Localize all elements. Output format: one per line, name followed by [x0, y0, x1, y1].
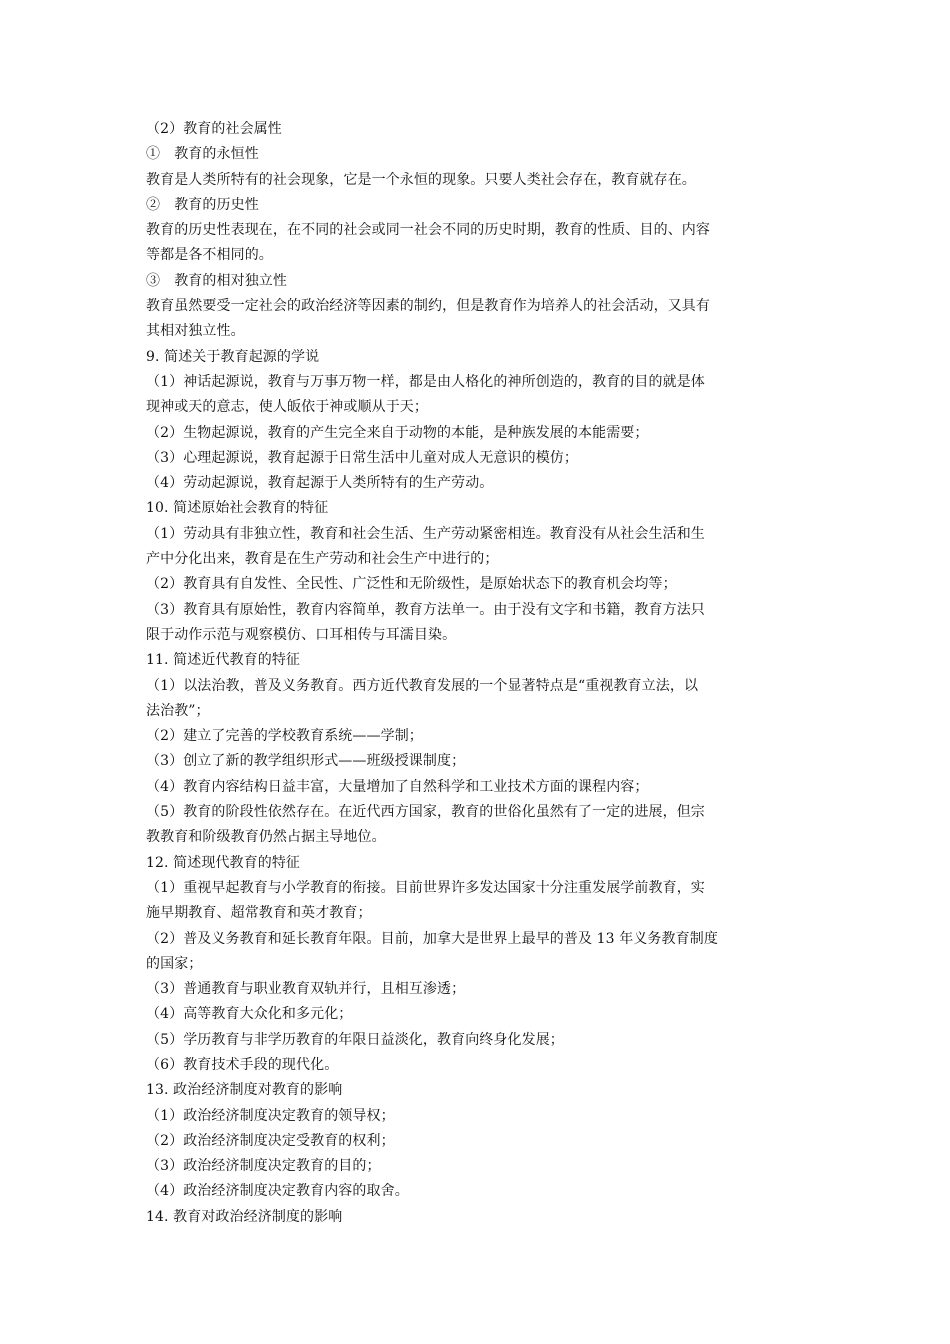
text-line: （1）以法治教，普及义务教育。西方近代教育发展的一个显著特点是“重视教育立法，以 — [146, 677, 699, 694]
text-line: （2）生物起源说，教育的产生完全来自于动物的本能，是种族发展的本能需要； — [146, 424, 649, 441]
text-line: （3）教育具有原始性，教育内容简单，教育方法单一。由于没有文字和书籍，教育方法只 — [146, 601, 705, 618]
text-line: （3）普通教育与职业教育双轨并行，且相互渗透； — [146, 981, 466, 998]
text-line: 11. 简述近代教育的特征 — [146, 652, 301, 669]
text-line: （2）教育具有自发性、全民性、广泛性和无阶级性，是原始状态下的教育机会均等； — [146, 576, 677, 593]
text-line: （1）神话起源说，教育与万事万物一样，都是由人格化的神所创造的，教育的目的就是体 — [146, 373, 705, 390]
text-line: 14. 教育对政治经济制度的影响 — [146, 1208, 343, 1225]
text-line: 教育是人类所特有的社会现象，它是一个永恒的现象。只要人类社会存在，教育就存在。 — [146, 171, 696, 188]
text-line: （3）政治经济制度决定教育的目的； — [146, 1158, 381, 1175]
text-line: 教育虽然要受一定社会的政治经济等因素的制约，但是教育作为培养人的社会活动，又具有 — [146, 298, 710, 315]
text-line: 施早期教育、超常教育和英才教育； — [146, 905, 372, 922]
text-line: （4）高等教育大众化和多元化； — [146, 1006, 353, 1023]
text-line: ① 教育的永恒性 — [146, 146, 259, 163]
text-line: （2）教育的社会属性 — [146, 121, 282, 137]
text-line: 其相对独立性。 — [146, 323, 245, 340]
text-line: 10. 简述原始社会教育的特征 — [146, 500, 329, 517]
text-line: （5）教育的阶段性依然存在。在近代西方国家，教育的世俗化虽然有了一定的进展，但宗 — [146, 804, 705, 821]
text-line: （2）政治经济制度决定受教育的权利； — [146, 1132, 395, 1149]
text-line: （5）学历教育与非学历教育的年限日益淡化，教育向终身化发展； — [146, 1031, 564, 1048]
text-line: （4）政治经济制度决定教育内容的取舍。 — [146, 1183, 409, 1200]
text-line: 9. 简述关于教育起源的学说 — [146, 348, 320, 365]
text-line: 13. 政治经济制度对教育的影响 — [146, 1082, 343, 1099]
document-page — [146, 117, 826, 1230]
text-line: （4）教育内容结构日益丰富，大量增加了自然科学和工业技术方面的课程内容； — [146, 778, 649, 795]
text-line: 现神或天的意志，使人皈依于神或顺从于天； — [146, 399, 428, 416]
text-line: （1）重视早起教育与小学教育的衔接。目前世界许多发达国家十分注重发展学前教育，实 — [146, 879, 705, 896]
text-line: （6）教育技术手段的现代化。 — [146, 1056, 339, 1073]
text-line: （3）心理起源说，教育起源于日常生活中儿童对成人无意识的模仿； — [146, 449, 579, 466]
text-line: （1）劳动具有非独立性，教育和社会生活、生产劳动紧密相连。教育没有从社会生活和生 — [146, 525, 705, 542]
text-line: 限于动作示范与观察模仿、口耳相传与耳濡目染。 — [146, 626, 457, 643]
text-line: 教育的历史性表现在，在不同的社会或同一社会不同的历史时期，教育的性质、目的、内容 — [146, 222, 710, 239]
text-line: 12. 简述现代教育的特征 — [146, 854, 301, 871]
text-line: （4）劳动起源说，教育起源于人类所特有的生产劳动。 — [146, 475, 494, 492]
text-line: （2）普及义务教育和延长教育年限。目前，加拿大是世界上最早的普及 13 年义务教育制度 — [146, 930, 718, 947]
text-line: 产中分化出来，教育是在生产劳动和社会生产中进行的； — [146, 551, 499, 568]
text-line: ③ 教育的相对独立性 — [146, 272, 287, 289]
text-line: 教教育和阶级教育仍然占据主导地位。 — [146, 829, 386, 846]
text-line: （1）政治经济制度决定教育的领导权； — [146, 1107, 395, 1124]
text-line: ② 教育的历史性 — [146, 196, 259, 213]
text-line: （2）建立了完善的学校教育系统——学制； — [146, 728, 423, 745]
text-line: （3）创立了新的教学组织形式——班级授课制度； — [146, 753, 466, 770]
text-line: 等都是各不相同的。 — [146, 247, 273, 264]
text-line: 的国家； — [146, 955, 203, 972]
text-line: 法治教”； — [146, 702, 210, 719]
